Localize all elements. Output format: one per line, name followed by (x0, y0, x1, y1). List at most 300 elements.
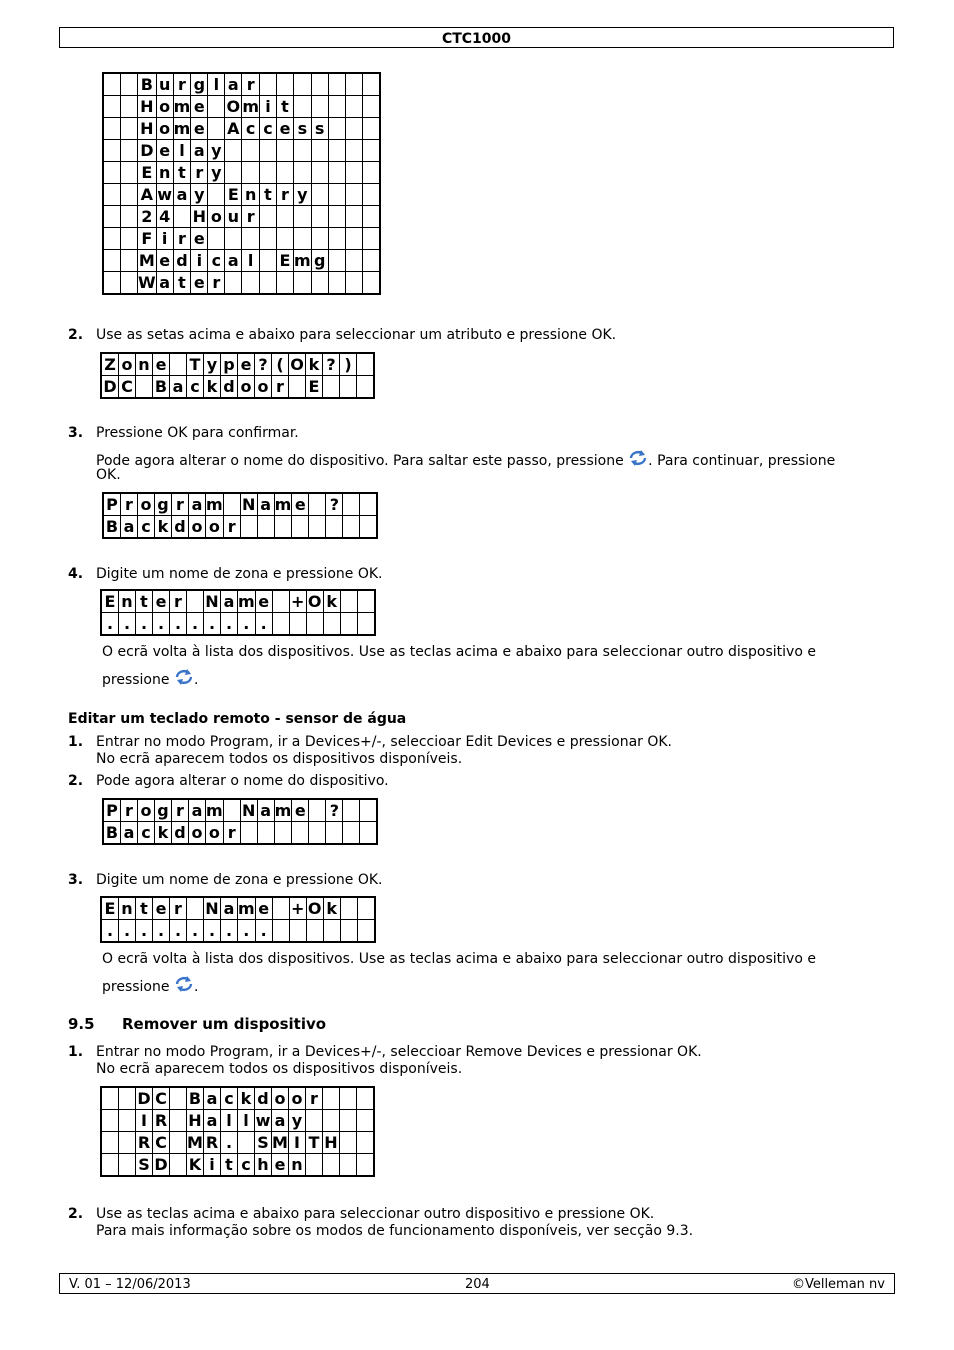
lcd-cell: r (170, 897, 187, 920)
lcd-cell (343, 799, 360, 822)
lcd-cell (103, 118, 121, 140)
lcd-cell: a (173, 184, 191, 206)
lcd-row (101, 590, 375, 613)
lcd-cell (311, 206, 328, 228)
lcd-row (103, 162, 380, 184)
lcd-row (101, 920, 375, 943)
lcd-cell (362, 272, 380, 295)
lcd-cell (292, 822, 309, 845)
lcd-cell (345, 140, 362, 162)
lcd-cell: k (323, 897, 340, 920)
lcd-cell (121, 73, 138, 96)
lcd-cell (340, 920, 357, 943)
lcd-device-list (100, 1086, 375, 1177)
lcd-cell: F (138, 228, 157, 250)
lcd-cell: k (306, 353, 323, 376)
step-text-detail (96, 449, 835, 470)
lcd-cell (121, 96, 138, 118)
lcd-cell (260, 250, 277, 272)
lcd-cell (208, 228, 225, 250)
lcd-cell: a (191, 140, 208, 162)
lcd-cell (345, 96, 362, 118)
lcd-cell: C (153, 1132, 170, 1154)
lcd-cell (103, 272, 121, 295)
lcd-cell (260, 73, 277, 96)
lcd-cell: r (223, 822, 240, 845)
lcd-cell (223, 493, 240, 516)
lcd-cell (357, 590, 375, 613)
lcd-cell (272, 590, 289, 613)
lcd-cell (294, 73, 312, 96)
lcd-cell: m (238, 898, 255, 918)
lcd-cell (119, 1154, 136, 1177)
step-text-part: Pode agora alterar o nome do dispositivo. Para saltar este passo, pressione (96, 453, 624, 469)
lcd-cell: r (121, 493, 138, 516)
lcd-cell (272, 613, 289, 636)
lcd-cell (103, 140, 121, 162)
lcd-cell: N (241, 800, 256, 820)
lcd-cell (225, 272, 242, 295)
lcd-cell: 2 (138, 206, 157, 228)
lcd-cell (311, 162, 328, 184)
lcd-cell: e (277, 118, 294, 140)
lcd-cell (121, 140, 138, 162)
return-note-part: pressione (102, 979, 170, 995)
lcd-cell: c (221, 1087, 238, 1110)
lcd-cell (187, 897, 204, 920)
lcd-cell (242, 228, 260, 250)
lcd-cell: . (221, 920, 238, 943)
section-number: 9.5 (68, 1015, 95, 1033)
lcd-cell: N (205, 898, 219, 918)
step-text: Digite um nome de zona e pressione OK. (96, 872, 383, 888)
lcd-cell: e (153, 353, 170, 376)
lcd-cell: m (294, 250, 311, 270)
lcd-cell (345, 228, 362, 250)
lcd-zone-type-prompt (100, 352, 375, 399)
lcd-cell: D (153, 1154, 170, 1177)
lcd-cell: y (191, 184, 208, 206)
lcd-cell: . (204, 613, 221, 636)
step-number: 2. (68, 1206, 84, 1222)
lcd-row (101, 376, 374, 399)
lcd-cell: . (170, 920, 187, 943)
lcd-cell: + (290, 591, 305, 611)
lcd-cell: g (191, 73, 208, 96)
lcd-cell (362, 96, 380, 118)
lcd-cell: i (156, 228, 173, 250)
lcd-cell: r (223, 516, 240, 539)
lcd-cell (294, 272, 312, 295)
step-number: 3. (68, 425, 84, 441)
lcd-cell: . (255, 613, 272, 636)
lcd-enter-name (100, 896, 376, 943)
lcd-cell (311, 96, 328, 118)
lcd-cell: ? (323, 353, 340, 376)
lcd-row (103, 118, 380, 140)
refresh-icon (174, 668, 194, 686)
lcd-cell (272, 897, 289, 920)
lcd-cell: . (255, 920, 272, 943)
step-number: 2. (68, 327, 84, 343)
lcd-cell (362, 228, 380, 250)
step-text-detail: No ecrã aparecem todos os dispositivos disponíveis. (96, 751, 463, 767)
step-text: Digite um nome de zona e pressione OK. (96, 566, 383, 582)
lcd-cell: d (255, 1087, 272, 1110)
lcd-cell (121, 162, 138, 184)
lcd-cell (101, 1110, 119, 1132)
return-note-part: . (193, 672, 199, 688)
return-note-part: pressione (102, 672, 170, 688)
lcd-cell (242, 272, 260, 295)
lcd-cell (323, 613, 340, 636)
lcd-cell (103, 228, 121, 250)
lcd-cell: u (225, 206, 242, 228)
lcd-cell: M (138, 250, 155, 270)
lcd-cell: O (307, 898, 322, 918)
lcd-cell: m (274, 494, 292, 514)
lcd-row (103, 250, 380, 272)
lcd-cell: D (138, 140, 157, 162)
lcd-cell (362, 73, 380, 96)
lcd-cell: t (173, 272, 191, 295)
lcd-cell: H (324, 1132, 338, 1152)
lcd-cell: t (136, 897, 153, 920)
lcd-cell (101, 1132, 119, 1154)
lcd-cell (277, 228, 294, 250)
lcd-cell: w (157, 184, 173, 204)
lcd-cell: Z (101, 353, 119, 376)
lcd-cell: 4 (156, 206, 173, 228)
lcd-row (103, 73, 380, 96)
lcd-cell (119, 1110, 136, 1132)
lcd-cell (328, 140, 345, 162)
lcd-cell (328, 206, 345, 228)
lcd-cell: r (277, 184, 294, 206)
lcd-cell: e (153, 590, 170, 613)
lcd-cell (223, 799, 240, 822)
lcd-row (103, 493, 377, 516)
lcd-cell (306, 1154, 323, 1177)
lcd-cell: g (311, 250, 328, 272)
section-title: Remover um dispositivo (122, 1015, 327, 1033)
lcd-cell: m (173, 118, 191, 138)
lcd-cell: e (156, 140, 173, 162)
lcd-cell: M (272, 1132, 288, 1152)
lcd-cell (362, 140, 380, 162)
lcd-cell: n (119, 897, 136, 920)
lcd-cell (257, 516, 274, 539)
lcd-cell: B (187, 1087, 204, 1110)
lcd-cell: t (173, 162, 191, 184)
lcd-cell (292, 516, 309, 539)
section-heading: Editar um teclado remoto - sensor de água (68, 711, 407, 727)
lcd-cell: y (208, 162, 225, 184)
lcd-cell (225, 140, 242, 162)
refresh-icon (628, 449, 648, 467)
lcd-cell: B (153, 376, 170, 399)
lcd-cell: P (103, 799, 121, 822)
lcd-cell: c (187, 376, 204, 399)
lcd-cell (340, 897, 357, 920)
lcd-cell (121, 184, 138, 206)
lcd-cell: R (153, 1110, 170, 1132)
lcd-cell: T (306, 1132, 323, 1154)
lcd-cell (170, 1132, 187, 1154)
lcd-cell: e (191, 228, 208, 250)
lcd-cell (103, 96, 121, 118)
lcd-cell (289, 920, 306, 943)
lcd-cell (277, 162, 294, 184)
lcd-cell: . (238, 613, 256, 636)
lcd-cell: e (153, 897, 170, 920)
lcd-cell: . (136, 613, 153, 636)
lcd-cell (119, 1132, 136, 1154)
lcd-cell (238, 1132, 255, 1154)
lcd-zone-type-list (102, 72, 381, 295)
lcd-cell: c (260, 118, 277, 140)
lcd-cell: . (170, 613, 187, 636)
lcd-cell (345, 162, 362, 184)
lcd-cell: c (138, 516, 155, 539)
lcd-cell (328, 272, 345, 295)
lcd-cell (328, 73, 345, 96)
lcd-cell: n (289, 1154, 306, 1177)
lcd-cell (345, 272, 362, 295)
lcd-row (103, 822, 377, 845)
lcd-cell (362, 118, 380, 140)
lcd-cell: T (187, 353, 204, 376)
lcd-cell: o (138, 493, 155, 516)
lcd-cell: a (221, 897, 238, 920)
lcd-cell (257, 822, 274, 845)
lcd-cell: C (153, 1087, 170, 1110)
lcd-cell: k (204, 376, 221, 399)
lcd-cell (360, 516, 378, 539)
lcd-cell (119, 1087, 136, 1110)
lcd-cell: e (255, 590, 272, 613)
lcd-cell (242, 140, 260, 162)
lcd-cell (323, 920, 340, 943)
lcd-cell: r (173, 228, 191, 250)
lcd-cell: o (156, 96, 173, 118)
lcd-cell (343, 493, 360, 516)
lcd-cell (357, 1087, 375, 1110)
lcd-cell: m (173, 96, 191, 116)
lcd-cell: c (208, 250, 225, 272)
lcd-cell: r (173, 73, 191, 96)
lcd-cell (294, 140, 312, 162)
lcd-cell: I (136, 1110, 153, 1132)
lcd-cell (328, 162, 345, 184)
lcd-cell: l (238, 1110, 255, 1132)
lcd-cell: a (121, 516, 138, 539)
lcd-cell (309, 493, 326, 516)
lcd-cell (101, 1154, 119, 1177)
lcd-cell: t (136, 590, 153, 613)
lcd-cell: a (204, 1087, 221, 1110)
lcd-cell (121, 118, 138, 140)
step-number: 1. (68, 1044, 84, 1060)
lcd-cell (136, 376, 153, 399)
lcd-cell: a (221, 590, 238, 613)
lcd-cell: E (101, 590, 119, 613)
return-note (102, 668, 198, 689)
lcd-cell: a (204, 1110, 221, 1132)
step-number: 3. (68, 872, 84, 888)
lcd-cell (277, 140, 294, 162)
lcd-cell: d (172, 822, 189, 845)
lcd-cell (328, 118, 345, 140)
lcd-cell: l (242, 250, 260, 272)
lcd-cell (309, 516, 326, 539)
lcd-cell (170, 1087, 187, 1110)
lcd-cell (357, 353, 375, 376)
lcd-cell: S (136, 1154, 153, 1177)
lcd-row (103, 272, 380, 295)
lcd-cell (357, 897, 375, 920)
lcd-cell: i (204, 1154, 221, 1177)
lcd-cell: B (103, 516, 121, 539)
lcd-cell (326, 516, 343, 539)
lcd-cell: p (221, 353, 238, 376)
lcd-cell (357, 613, 375, 636)
step-text: Use as teclas acima e abaixo para seleccionar outro dispositivo e pressione OK. (96, 1206, 655, 1222)
lcd-cell: I (289, 1132, 306, 1154)
lcd-cell (294, 162, 312, 184)
lcd-cell (360, 799, 378, 822)
lcd-cell (306, 1110, 323, 1132)
lcd-cell: a (121, 822, 138, 845)
lcd-cell (173, 206, 191, 228)
lcd-cell: o (238, 376, 255, 399)
lcd-cell (240, 516, 257, 539)
step-text-detail: OK. (96, 467, 121, 483)
lcd-cell: . (187, 613, 204, 636)
lcd-cell: y (208, 140, 225, 162)
lcd-cell (328, 184, 345, 206)
lcd-cell (242, 162, 260, 184)
lcd-cell (357, 920, 375, 943)
lcd-row (101, 1087, 374, 1110)
step-text-part: . Para continuar, pressione (648, 453, 836, 469)
lcd-cell (328, 250, 345, 272)
lcd-cell: o (255, 376, 272, 399)
lcd-cell: o (119, 353, 136, 376)
lcd-cell (345, 250, 362, 272)
lcd-cell (277, 73, 294, 96)
step-text: Entrar no modo Program, ir a Devices+/-, seleccioar Edit Devices e pressionar OK. (96, 734, 673, 750)
lcd-cell: . (136, 920, 153, 943)
lcd-cell: r (242, 73, 260, 96)
lcd-cell: a (225, 250, 242, 272)
lcd-cell: i (260, 96, 277, 118)
lcd-cell: o (206, 516, 224, 539)
lcd-cell (289, 613, 306, 636)
lcd-cell: y (204, 353, 221, 376)
lcd-cell: k (155, 516, 172, 539)
lcd-cell: o (138, 799, 155, 822)
lcd-program-name (102, 492, 378, 539)
lcd-cell (103, 184, 121, 206)
lcd-cell (289, 376, 306, 399)
lcd-cell (323, 1087, 340, 1110)
lcd-cell: o (156, 118, 173, 140)
lcd-cell: E (101, 897, 119, 920)
lcd-cell: d (221, 376, 238, 399)
lcd-cell: . (101, 613, 119, 636)
lcd-row (103, 140, 380, 162)
lcd-cell: k (323, 590, 340, 613)
lcd-cell: B (103, 822, 121, 845)
lcd-cell: e (191, 96, 208, 118)
lcd-cell: a (272, 1110, 289, 1132)
return-note: O ecrã volta à lista dos dispositivos. Use as teclas acima e abaixo para seleccionar outro dispositivo e (102, 644, 816, 660)
lcd-cell: S (255, 1132, 272, 1154)
step-number: 2. (68, 773, 84, 789)
lcd-cell: e (191, 118, 208, 140)
lcd-cell (103, 162, 121, 184)
lcd-enter-name (100, 589, 376, 636)
lcd-cell (323, 376, 340, 399)
page-footer (59, 1273, 895, 1294)
lcd-cell (343, 516, 360, 539)
footer-copyright: ©Velleman nv (791, 1277, 885, 1292)
lcd-cell (294, 206, 312, 228)
lcd-cell (260, 206, 277, 228)
lcd-cell: a (189, 493, 206, 516)
lcd-cell: H (192, 206, 207, 226)
lcd-cell: e (238, 353, 255, 376)
lcd-cell: N (205, 591, 219, 611)
lcd-cell: E (277, 250, 294, 272)
lcd-cell (343, 822, 360, 845)
lcd-cell: W (138, 272, 157, 295)
lcd-cell (274, 516, 292, 539)
lcd-cell: . (187, 920, 204, 943)
lcd-cell: r (172, 493, 189, 516)
lcd-cell (311, 140, 328, 162)
lcd-program-name (102, 798, 378, 845)
lcd-cell: . (153, 613, 170, 636)
lcd-cell: n (156, 162, 173, 184)
lcd-cell (121, 272, 138, 295)
lcd-cell: . (119, 613, 136, 636)
lcd-cell: o (289, 1087, 306, 1110)
lcd-cell: R (204, 1132, 221, 1154)
lcd-cell: o (189, 516, 206, 539)
lcd-cell (187, 590, 204, 613)
lcd-cell: H (188, 1110, 202, 1130)
return-note (102, 975, 198, 996)
lcd-cell: r (172, 799, 189, 822)
lcd-cell: y (289, 1110, 306, 1132)
lcd-cell (306, 920, 323, 943)
lcd-cell (170, 1154, 187, 1177)
lcd-cell: O (307, 591, 322, 611)
lcd-cell (121, 206, 138, 228)
lcd-cell (360, 822, 378, 845)
lcd-cell (362, 206, 380, 228)
lcd-row (103, 184, 380, 206)
lcd-cell: O (226, 96, 241, 116)
lcd-cell: c (138, 822, 155, 845)
lcd-cell (323, 1154, 340, 1177)
lcd-cell: m (238, 591, 255, 611)
lcd-cell: . (221, 613, 238, 636)
step-text: Entrar no modo Program, ir a Devices+/-, seleccioar Remove Devices e pressionar OK. (96, 1044, 702, 1060)
lcd-cell (170, 1110, 187, 1132)
